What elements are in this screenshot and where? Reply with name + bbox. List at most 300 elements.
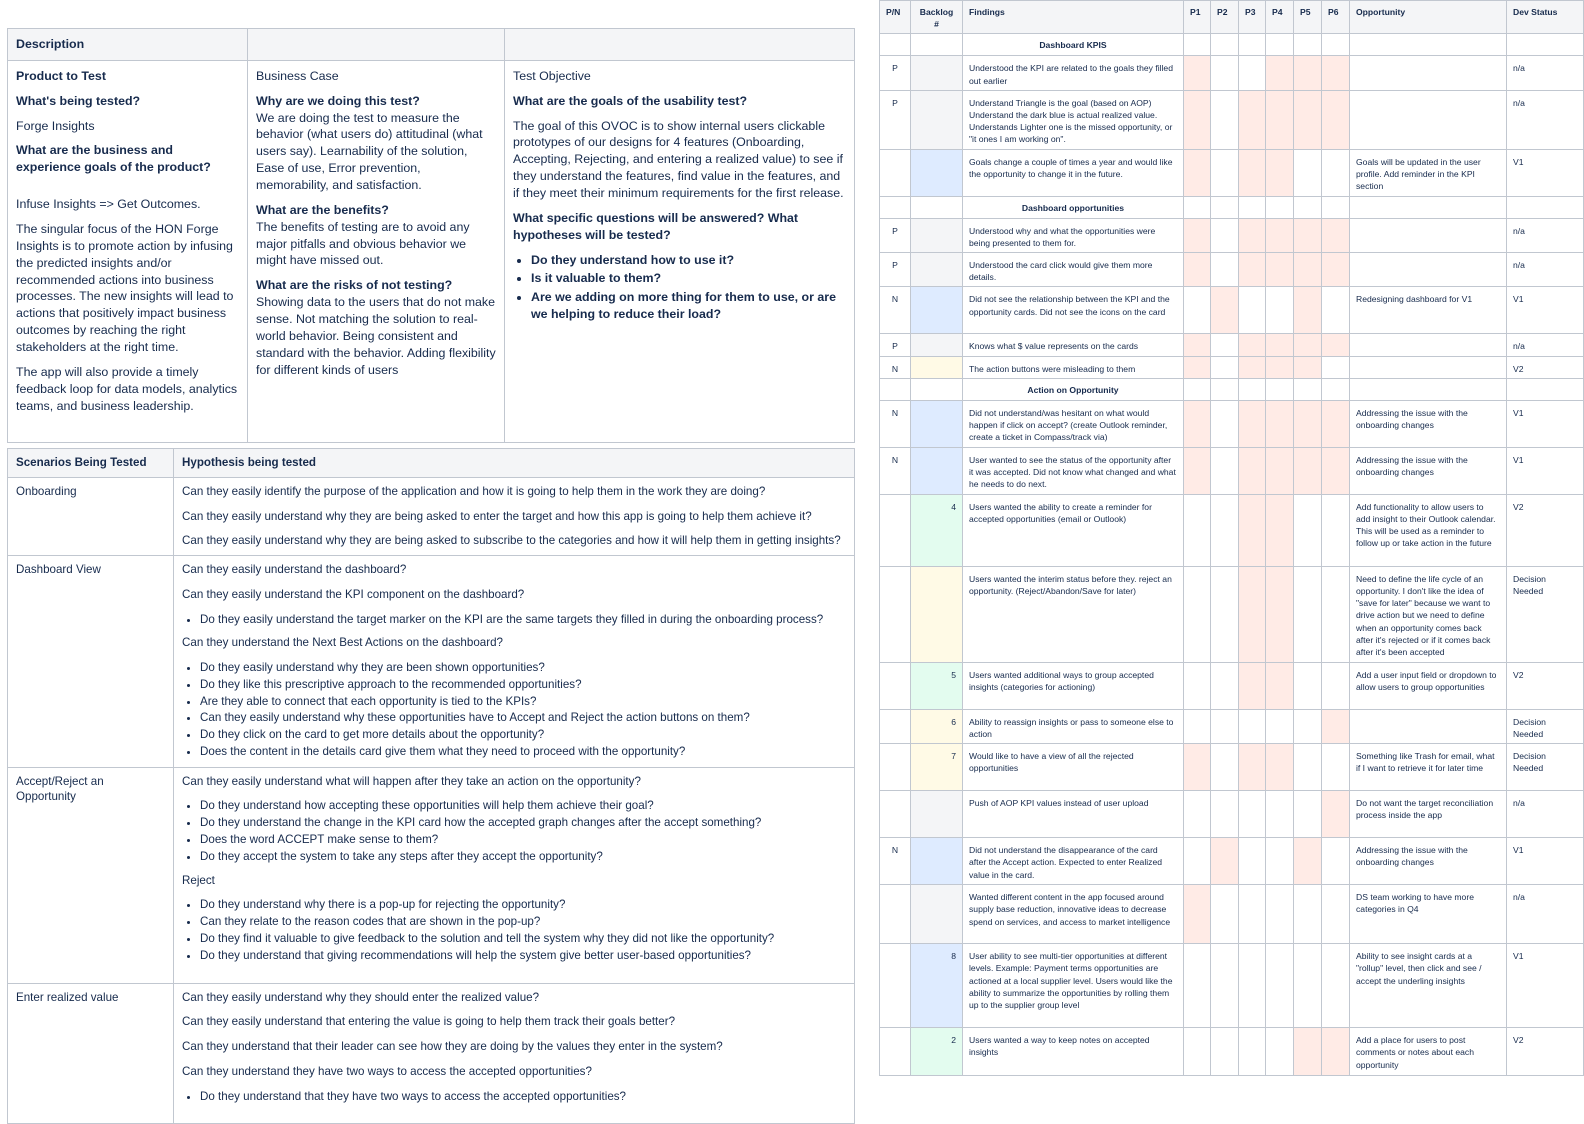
- col-p1: P1: [1184, 1, 1211, 34]
- cell: [1266, 34, 1294, 56]
- findings-backlog: [911, 566, 963, 662]
- list-item: • Do they understand how accepting these opportunities will help them achieve their goal?: [200, 798, 846, 814]
- cell: [1322, 196, 1350, 218]
- findings-backlog: 4: [911, 494, 963, 566]
- business-question-1: Why are we doing this test?: [256, 93, 420, 108]
- findings-opportunity: Add a place for users to post comments or notes about each opportunity: [1350, 1028, 1507, 1076]
- list-item: • Do they like this prescriptive approach to the recommended opportunities?: [200, 677, 846, 693]
- hypotheses-realized-value: [174, 983, 855, 1123]
- cell: [1294, 196, 1322, 218]
- findings-dev-status: n/a: [1507, 218, 1584, 252]
- participant-p1-cell: [1184, 90, 1211, 149]
- participant-p6-cell: [1322, 90, 1350, 149]
- cell: [880, 34, 911, 56]
- findings-dev-status: V2: [1507, 356, 1584, 378]
- participant-p6-cell: [1322, 56, 1350, 90]
- col-p6: P6: [1322, 1, 1350, 34]
- participant-p6-cell: [1322, 791, 1350, 838]
- findings-dev-status: V1: [1507, 838, 1584, 885]
- findings-pn: N: [880, 400, 911, 447]
- findings-row: [880, 334, 1584, 356]
- participant-p5-cell: [1294, 334, 1322, 356]
- hypothesis-question: Can they understand they have two ways to access the accepted opportunities?: [182, 1065, 592, 1079]
- product-paragraph-2: The app will also provide a timely feedback loop for data models, analytics teams, and business leadership.: [16, 364, 238, 413]
- participant-p1-cell: [1184, 287, 1211, 334]
- findings-backlog: [911, 334, 963, 356]
- participant-p6-cell: [1322, 662, 1350, 709]
- participant-p4-cell: [1266, 1028, 1294, 1076]
- list-item: • Is it valuable to them?: [531, 270, 846, 287]
- findings-row: [880, 400, 1584, 447]
- hypotheses-accept-reject: [174, 767, 855, 983]
- findings-backlog: [911, 400, 963, 447]
- list-item: • Do they easily understand the target marker on the KPI are the same targets they filled in during the onboarding process?: [200, 612, 846, 628]
- participant-p3-cell: [1239, 838, 1266, 885]
- objective-question-1: What are the goals of the usability test?: [513, 93, 748, 108]
- participant-p6-cell: [1322, 885, 1350, 944]
- participant-p5-cell: [1294, 791, 1322, 838]
- findings-backlog: [911, 90, 963, 149]
- cell: [1507, 196, 1584, 218]
- findings-backlog: [911, 356, 963, 378]
- col-p4: P4: [1266, 1, 1294, 34]
- participant-p2-cell: [1211, 838, 1239, 885]
- list-item: • Does the content in the details card give them what they need to proceed with the opportunity?: [200, 744, 846, 760]
- participant-p3-cell: [1239, 744, 1266, 791]
- cell: [1184, 196, 1211, 218]
- findings-dev-status: V2: [1507, 494, 1584, 566]
- cell: [911, 34, 963, 56]
- cell: [1294, 378, 1322, 400]
- findings-text: Did not see the relationship between the KPI and the opportunity cards. Did not see the icons on the card: [963, 287, 1184, 334]
- hypothesis-bullets: [200, 612, 846, 628]
- col-pn: P/N: [880, 1, 911, 34]
- list-item: • Are we adding on more thing for them to use, or are we helping to reduce their load?: [531, 289, 846, 323]
- list-item: • Can they easily understand why these opportunities have to Accept and Reject the action buttons on them?: [200, 710, 846, 726]
- findings-dev-status: n/a: [1507, 791, 1584, 838]
- cell: [1184, 34, 1211, 56]
- findings-opportunity: Do not want the target reconciliation process inside the app: [1350, 791, 1507, 838]
- findings-text: Ability to reassign insights or pass to someone else to action: [963, 709, 1184, 743]
- participant-p1-cell: [1184, 744, 1211, 791]
- findings-opportunity: [1350, 253, 1507, 287]
- participant-p4-cell: [1266, 253, 1294, 287]
- participant-p1-cell: [1184, 334, 1211, 356]
- participant-p5-cell: [1294, 149, 1322, 196]
- cell: [1239, 196, 1266, 218]
- participant-p3-cell: [1239, 791, 1266, 838]
- participant-p1-cell: [1184, 356, 1211, 378]
- participant-p1-cell: [1184, 662, 1211, 709]
- participant-p4-cell: [1266, 447, 1294, 494]
- scenario-realized-value: Enter realized value: [8, 983, 174, 1123]
- hypothesis-bullets: [200, 1089, 846, 1105]
- findings-row: [880, 944, 1584, 1028]
- participant-p4-cell: [1266, 334, 1294, 356]
- hypothesis-question: Can they easily understand that entering the value is going to help them track their goals better?: [182, 1015, 676, 1029]
- participant-p1-cell: [1184, 709, 1211, 743]
- description-table: [7, 28, 855, 443]
- participant-p6-cell: [1322, 566, 1350, 662]
- findings-text: The action buttons were misleading to them: [963, 356, 1184, 378]
- findings-row: [880, 56, 1584, 90]
- hypotheses-dashboard: [174, 556, 855, 768]
- findings-section-row: [880, 196, 1584, 218]
- findings-section-title: Dashboard KPIS: [963, 34, 1184, 56]
- hypothesis-question: Can they easily understand why they are being asked to enter the target and how this app is going to help them achieve it?: [182, 509, 812, 523]
- participant-p2-cell: [1211, 494, 1239, 566]
- findings-dev-status: V2: [1507, 1028, 1584, 1076]
- findings-opportunity: [1350, 90, 1507, 149]
- findings-text: Users wanted a way to keep notes on accepted insights: [963, 1028, 1184, 1076]
- participant-p5-cell: [1294, 1028, 1322, 1076]
- findings-opportunity: Redesigning dashboard for V1: [1350, 287, 1507, 334]
- list-item: • Do they click on the card to get more details about the opportunity?: [200, 727, 846, 743]
- participant-p5-cell: [1294, 838, 1322, 885]
- objective-answer-1: The goal of this OVOC is to show internal users clickable prototypes of our designs for 4 features (Onboarding, Accepting, Rejecting, and entering a realized value) to see if they understand the features, find value in the features, and if they meet their minimum requirements for the first release.: [513, 118, 844, 201]
- findings-row: [880, 494, 1584, 566]
- participant-p5-cell: [1294, 709, 1322, 743]
- cell: [1211, 34, 1239, 56]
- cell: [1184, 378, 1211, 400]
- findings-backlog: 6: [911, 709, 963, 743]
- findings-text: Push of AOP KPI values instead of user upload: [963, 791, 1184, 838]
- participant-p2-cell: [1211, 885, 1239, 944]
- findings-text: Users wanted the ability to create a reminder for accepted opportunities (email or Outlook): [963, 494, 1184, 566]
- findings-pn: [880, 885, 911, 944]
- findings-text: Understand Triangle is the goal (based on AOP) Understand the dark blue is actual realized value. Understands Lighter one is the missed opportunity, or "it ones I am working on".: [963, 90, 1184, 149]
- findings-dev-status: V1: [1507, 400, 1584, 447]
- participant-p2-cell: [1211, 400, 1239, 447]
- participant-p1-cell: [1184, 838, 1211, 885]
- participant-p4-cell: [1266, 566, 1294, 662]
- cell: [1507, 378, 1584, 400]
- participant-p6-cell: [1322, 1028, 1350, 1076]
- participant-p1-cell: [1184, 56, 1211, 90]
- findings-row: [880, 1028, 1584, 1076]
- participant-p2-cell: [1211, 56, 1239, 90]
- business-answer-2: The benefits of testing are to avoid any major pitfalls and obvious behavior we might have missed out.: [256, 219, 470, 268]
- participant-p6-cell: [1322, 400, 1350, 447]
- participant-p1-cell: [1184, 944, 1211, 1028]
- participant-p5-cell: [1294, 447, 1322, 494]
- participant-p4-cell: [1266, 944, 1294, 1028]
- participant-p4-cell: [1266, 287, 1294, 334]
- cell: [1266, 378, 1294, 400]
- findings-pn: N: [880, 447, 911, 494]
- participant-p2-cell: [1211, 253, 1239, 287]
- participant-p2-cell: [1211, 356, 1239, 378]
- cell: [1322, 34, 1350, 56]
- findings-row: [880, 287, 1584, 334]
- participant-p2-cell: [1211, 791, 1239, 838]
- list-item: • Do they understand why there is a pop-up for rejecting the opportunity?: [200, 897, 846, 913]
- cell: [1350, 34, 1507, 56]
- participant-p2-cell: [1211, 944, 1239, 1028]
- findings-row: [880, 709, 1584, 743]
- hypothesis-question: Can they understand that their leader can see how they are doing by the values they enter in the system?: [182, 1040, 723, 1054]
- business-answer-1: We are doing the test to measure the behavior (what users do) attitudinal (what users say). Learnability of the solution, Ease of use, Error prevention, memorability, and satisfaction.: [256, 110, 483, 193]
- cell: [1239, 34, 1266, 56]
- findings-row: [880, 662, 1584, 709]
- findings-opportunity: Ability to see insight cards at a "rollup" level, then click and see / accept the underling insights: [1350, 944, 1507, 1028]
- participant-p3-cell: [1239, 944, 1266, 1028]
- participant-p3-cell: [1239, 447, 1266, 494]
- findings-text: Goals change a couple of times a year and would like the opportunity to change it in the future.: [963, 149, 1184, 196]
- findings-dev-status: Decision Needed: [1507, 566, 1584, 662]
- col-p3: P3: [1239, 1, 1266, 34]
- scenarios-header: Scenarios Being Tested: [8, 449, 174, 478]
- findings-pn: P: [880, 56, 911, 90]
- findings-dev-status: n/a: [1507, 334, 1584, 356]
- findings-backlog: [911, 447, 963, 494]
- findings-backlog: [911, 287, 963, 334]
- participant-p4-cell: [1266, 149, 1294, 196]
- findings-pn: P: [880, 218, 911, 252]
- participant-p1-cell: [1184, 1028, 1211, 1076]
- participant-p3-cell: [1239, 253, 1266, 287]
- col-p2: P2: [1211, 1, 1239, 34]
- cell: [1266, 196, 1294, 218]
- participant-p3-cell: [1239, 56, 1266, 90]
- participant-p6-cell: [1322, 356, 1350, 378]
- findings-backlog: 7: [911, 744, 963, 791]
- participant-p2-cell: [1211, 149, 1239, 196]
- hypothesis-bullets: [200, 897, 846, 963]
- col-backlog: Backlog #: [911, 1, 963, 34]
- participant-p2-cell: [1211, 566, 1239, 662]
- findings-text: Users wanted additional ways to group accepted insights (categories for actioning): [963, 662, 1184, 709]
- findings-dev-status: V1: [1507, 447, 1584, 494]
- objective-heading: Test Objective: [513, 68, 591, 83]
- findings-row: [880, 447, 1584, 494]
- participant-p4-cell: [1266, 838, 1294, 885]
- hypothesis-header: Hypothesis being tested: [174, 449, 855, 478]
- business-question-2: What are the benefits?: [256, 202, 389, 217]
- findings-opportunity: Add functionality to allow users to add insight to their Outlook calendar. This will be used as a reminder to follow up or take action in the future: [1350, 494, 1507, 566]
- participant-p2-cell: [1211, 90, 1239, 149]
- cell: [1239, 378, 1266, 400]
- participant-p3-cell: [1239, 1028, 1266, 1076]
- participant-p4-cell: [1266, 218, 1294, 252]
- participant-p6-cell: [1322, 709, 1350, 743]
- findings-dev-status: V1: [1507, 944, 1584, 1028]
- participant-p5-cell: [1294, 56, 1322, 90]
- findings-row: [880, 356, 1584, 378]
- participant-p1-cell: [1184, 447, 1211, 494]
- cell: [911, 196, 963, 218]
- findings-section-row: [880, 34, 1584, 56]
- col-findings: Findings: [963, 1, 1184, 34]
- participant-p2-cell: [1211, 218, 1239, 252]
- objective-question-2: What specific questions will be answered? What hypotheses will be tested?: [513, 210, 799, 242]
- product-tagline: Infuse Insights => Get Outcomes.: [16, 197, 201, 212]
- participant-p6-cell: [1322, 744, 1350, 791]
- findings-dev-status: Decision Needed: [1507, 709, 1584, 743]
- participant-p5-cell: [1294, 253, 1322, 287]
- findings-pn: [880, 149, 911, 196]
- cell: [1211, 196, 1239, 218]
- participant-p6-cell: [1322, 149, 1350, 196]
- product-name: Forge Insights: [16, 118, 95, 133]
- col-dev-status: Dev Status: [1507, 1, 1584, 34]
- description-header: Description: [8, 29, 248, 61]
- participant-p4-cell: [1266, 356, 1294, 378]
- participant-p3-cell: [1239, 149, 1266, 196]
- participant-p6-cell: [1322, 218, 1350, 252]
- findings-text: Understood the KPI are related to the goals they filled out earlier: [963, 56, 1184, 90]
- participant-p3-cell: [1239, 885, 1266, 944]
- description-header-2: [248, 29, 505, 61]
- participant-p3-cell: [1239, 90, 1266, 149]
- findings-row: [880, 253, 1584, 287]
- findings-opportunity: Addressing the issue with the onboarding changes: [1350, 447, 1507, 494]
- business-cell: [248, 60, 505, 442]
- findings-opportunity: [1350, 356, 1507, 378]
- findings-pn: [880, 662, 911, 709]
- findings-opportunity: DS team working to have more categories in Q4: [1350, 885, 1507, 944]
- findings-backlog: [911, 56, 963, 90]
- participant-p1-cell: [1184, 149, 1211, 196]
- findings-opportunity: [1350, 218, 1507, 252]
- participant-p5-cell: [1294, 356, 1322, 378]
- participant-p6-cell: [1322, 253, 1350, 287]
- findings-pn: P: [880, 334, 911, 356]
- findings-text: Would like to have a view of all the rejected opportunities: [963, 744, 1184, 791]
- findings-text: Did not understand/was hesitant on what would happen if click on accept? (create Outlook reminder, create a ticket in Compass/track via): [963, 400, 1184, 447]
- findings-dev-status: n/a: [1507, 90, 1584, 149]
- scenario-dashboard: Dashboard View: [8, 556, 174, 768]
- participant-p5-cell: [1294, 944, 1322, 1028]
- findings-row: [880, 90, 1584, 149]
- findings-pn: P: [880, 90, 911, 149]
- findings-section-row: [880, 378, 1584, 400]
- list-item: • Does the word ACCEPT make sense to them?: [200, 832, 846, 848]
- cell: [1350, 196, 1507, 218]
- findings-backlog: [911, 149, 963, 196]
- findings-row: [880, 149, 1584, 196]
- findings-row: [880, 885, 1584, 944]
- cell: [1294, 34, 1322, 56]
- product-paragraph-1: The singular focus of the HON Forge Insights is to promote action by infusing the predicted insights and/or recommended actions into business processes. The new insights will lead to actions that positively impact business outcomes by reaching the right stakeholders at the right time.: [16, 222, 234, 355]
- participant-p1-cell: [1184, 253, 1211, 287]
- participant-p4-cell: [1266, 791, 1294, 838]
- participant-p5-cell: [1294, 287, 1322, 334]
- col-opportunity: Opportunity: [1350, 1, 1507, 34]
- participant-p2-cell: [1211, 287, 1239, 334]
- findings-text: User ability to see multi-tier opportunities at different levels. Example: Payment terms opportunities are actioned at a local supplier level. Users would like the ability to summarize the opportunities by rolling them up to the supplier group level: [963, 944, 1184, 1028]
- participant-p5-cell: [1294, 90, 1322, 149]
- findings-pn: [880, 944, 911, 1028]
- hypothesis-question: Can they easily understand why they should enter the realized value?: [182, 990, 540, 1004]
- findings-opportunity: [1350, 334, 1507, 356]
- findings-table: [879, 0, 1584, 1076]
- business-answer-3: Showing data to the users that do not make sense. Not matching the solution to real-world behavior. Being consistent and standard with the behavior. Adding flexibility for different kinds of users: [256, 295, 496, 377]
- hypothesis-question: Can they easily identify the purpose of the application and how it is going to help them in the work they are doing?: [182, 484, 766, 498]
- business-heading: Business Case: [256, 68, 339, 83]
- participant-p3-cell: [1239, 356, 1266, 378]
- participant-p4-cell: [1266, 400, 1294, 447]
- findings-pn: N: [880, 356, 911, 378]
- participant-p4-cell: [1266, 494, 1294, 566]
- findings-opportunity: Goals will be updated in the user profile. Add reminder in the KPI section: [1350, 149, 1507, 196]
- findings-dev-status: V2: [1507, 662, 1584, 709]
- findings-opportunity: Addressing the issue with the onboarding changes: [1350, 838, 1507, 885]
- hypotheses-onboarding: [174, 477, 855, 555]
- findings-text: Knows what $ value represents on the cards: [963, 334, 1184, 356]
- participant-p3-cell: [1239, 709, 1266, 743]
- col-p5: P5: [1294, 1, 1322, 34]
- participant-p2-cell: [1211, 662, 1239, 709]
- participant-p5-cell: [1294, 494, 1322, 566]
- product-question-2: What are the business and experience goals of the product?: [16, 143, 211, 175]
- cell: [1211, 378, 1239, 400]
- findings-dev-status: n/a: [1507, 56, 1584, 90]
- participant-p4-cell: [1266, 90, 1294, 149]
- findings-text: Wanted different content in the app focused around supply base reduction, innovative ideas to decrease spend on services, and access to market intelligence: [963, 885, 1184, 944]
- participant-p6-cell: [1322, 944, 1350, 1028]
- cell: [1350, 378, 1507, 400]
- findings-pn: [880, 494, 911, 566]
- participant-p4-cell: [1266, 744, 1294, 791]
- findings-backlog: [911, 838, 963, 885]
- participant-p1-cell: [1184, 791, 1211, 838]
- findings-backlog: 8: [911, 944, 963, 1028]
- participant-p4-cell: [1266, 56, 1294, 90]
- list-item: • Do they easily understand why they are been shown opportunities?: [200, 660, 846, 676]
- list-item: • Are they able to connect that each opportunity is tied to the KPIs?: [200, 694, 846, 710]
- scenario-accept-reject: Accept/Reject an Opportunity: [8, 767, 174, 983]
- participant-p5-cell: [1294, 744, 1322, 791]
- participant-p2-cell: [1211, 334, 1239, 356]
- findings-pn: [880, 791, 911, 838]
- participant-p5-cell: [1294, 885, 1322, 944]
- participant-p4-cell: [1266, 885, 1294, 944]
- findings-row: [880, 218, 1584, 252]
- findings-pn: [880, 1028, 911, 1076]
- hypothesis-question: Can they easily understand why they are being asked to subscribe to the categories and how it will help them in getting insights?: [182, 534, 841, 548]
- findings-text: Users wanted the interim status before they. reject an opportunity. (Reject/Abandon/Save for later): [963, 566, 1184, 662]
- participant-p5-cell: [1294, 566, 1322, 662]
- findings-row: [880, 838, 1584, 885]
- product-cell: [8, 60, 248, 442]
- findings-text: Understood why and what the opportunities were being presented to them for.: [963, 218, 1184, 252]
- participant-p1-cell: [1184, 400, 1211, 447]
- participant-p3-cell: [1239, 218, 1266, 252]
- list-item: • Do they accept the system to take any steps after they accept the opportunity?: [200, 849, 846, 865]
- hypothesis-question: Can they easily understand the KPI component on the dashboard?: [182, 587, 525, 601]
- participant-p2-cell: [1211, 709, 1239, 743]
- findings-backlog: [911, 791, 963, 838]
- participant-p5-cell: [1294, 662, 1322, 709]
- scenarios-table: [7, 448, 855, 1124]
- cell: [911, 378, 963, 400]
- participant-p4-cell: [1266, 662, 1294, 709]
- findings-dev-status: n/a: [1507, 253, 1584, 287]
- description-header-3: [505, 29, 855, 61]
- product-question-1: What's being tested?: [16, 93, 141, 108]
- participant-p1-cell: [1184, 885, 1211, 944]
- participant-p6-cell: [1322, 447, 1350, 494]
- findings-opportunity: Add a user input field or dropdown to allow users to group opportunities: [1350, 662, 1507, 709]
- scenario-onboarding: Onboarding: [8, 477, 174, 555]
- findings-pn: [880, 709, 911, 743]
- participant-p2-cell: [1211, 744, 1239, 791]
- hypothesis-bullets: [200, 660, 846, 760]
- participant-p3-cell: [1239, 334, 1266, 356]
- findings-opportunity: [1350, 56, 1507, 90]
- findings-dev-status: n/a: [1507, 885, 1584, 944]
